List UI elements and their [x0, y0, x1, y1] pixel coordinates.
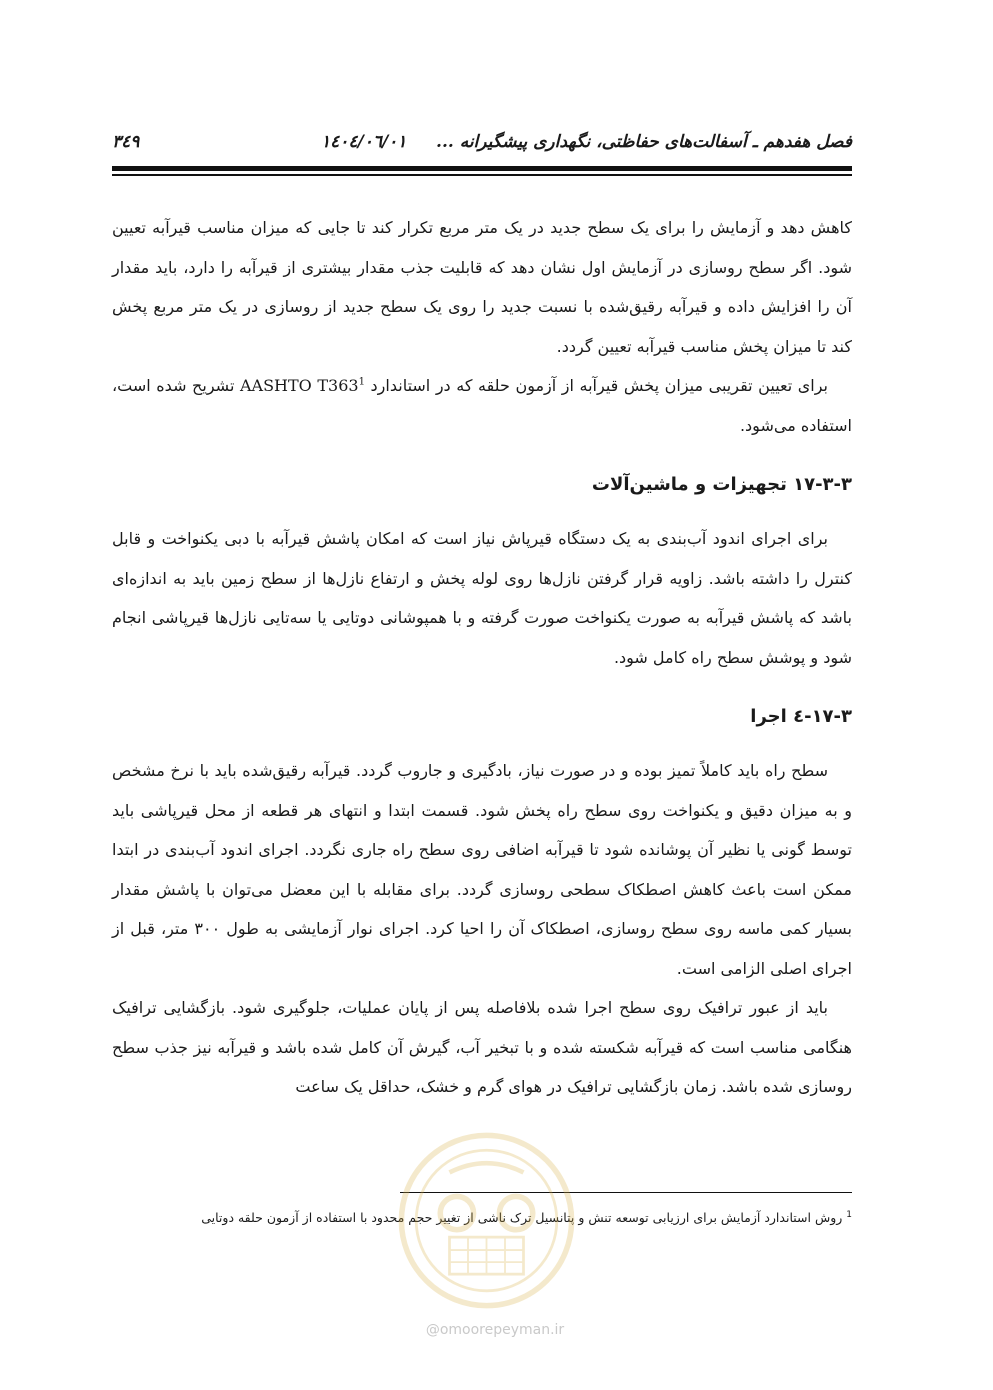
header-date: ١٤٠٤/٠٦/٠١ [320, 132, 407, 152]
page-number: ٣٤٩ [112, 132, 140, 152]
paragraph-3: برای اجرای اندود آب‌بندی به یک دستگاه قیرپاش نیاز است که امکان پاشش قیرآبه با دبی یکنواخت و قابل کنترل را داشته باشد. زاویه قرار گرفتن نازل‌ها روی لوله پخش و ارتفاع نازل‌ها از سطح زمین باید به اندازه‌ای باشد که پاشش قیرآبه به صورت یکنواخت صورت گرفته و با همپوشانی دوتایی یا سه‌تایی نازل‌ها قیرپاشی انجام شود و پوشش سطح راه کامل شود. [112, 529, 852, 667]
chapter-title-text: فصل هفدهم ـ آسفالت‌های حفاظتی، نگهداری پیشگیرانه ... [436, 132, 852, 152]
footnote-text: روش استاندارد آزمایش برای ارزیابی توسعه تنش و پتانسیل ترک ناشی از تغییر حجم محدود با استفاده از آزمون حلقه دوتایی [201, 1210, 843, 1225]
paragraph-4: سطح راه باید کاملاً تمیز بوده و در صورت نیاز، بادگیری و جاروب گردد. قیرآبه رقیق‌شده باید با نرخ مشخص و به میزان دقیق و یکنواخت روی سطح راه پخش شود. قسمت ابتدا و انتهای هر قطعه از محل قیرپاشی باید توسط گونی یا نظیر آن پوشانده شود تا قیرآبه اضافی روی سطح راه جاری نگردد. اجرای اندود آب‌بندی در ابتدا ممکن است باعث کاهش اصطکاک سطحی روسازی گردد. برای مقابله با این معضل می‌توان با پاشش مقدار بسیار کمی ماسه روی سطح روسازی، اصطکاک آن را احیا کرد. اجرای نوار آزمایشی به طول ۳۰۰ متر، قبل از اجرای اصلی الزامی است. [112, 761, 852, 978]
footnote-ref[interactable]: 1 [358, 376, 365, 388]
paragraph-5: باید از عبور ترافیک روی سطح اجرا شده بلافاصله پس از پایان عملیات، جلوگیری شود. بازگشایی ترافیک هنگامی مناسب است که قیرآبه شکسته شده و با تبخیر آب، گیرش آن کامل شده باشد و قیرآبه نیز جذب سطح روسازی شده باشد. زمان بازگشایی ترافیک در هوای گرم و خشک، حداقل یک ساعت [112, 998, 852, 1096]
paragraph-1: کاهش دهد و آزمایش را برای یک سطح جدید در یک متر مربع تکرار کند تا جایی که میزان مناسب قیرآبه تعیین شود. اگر سطح روسازی در آزمایش اول نشان دهد که قابلیت جذب مقدار بیشتری از قیرآبه را دارد، باید مقدار آن را افزایش داده و قیرآبه رقیق‌شده با نسبت جدید را روی یک سطح جدید از روسازی در یک متر مربع پخش کند تا میزان پخش مناسب قیرآبه تعیین گردد. [112, 218, 852, 356]
standard-name [240, 376, 365, 395]
body-text [112, 208, 852, 1107]
header-rule-thick [112, 166, 852, 171]
footnote-number: 1 [846, 1209, 852, 1220]
running-header [112, 122, 852, 162]
paragraph-2-before: برای تعیین تقریبی میزان پخش قیرآبه از آزمون حلقه که در استاندارد [370, 376, 829, 395]
header-rule-thin [112, 174, 852, 176]
standard-code: AASHTO T363 [239, 376, 359, 395]
section-heading-execution: ۱۷-۳-٤ اجرا [750, 706, 852, 727]
paragraph-2 [112, 366, 852, 445]
chapter-title [321, 132, 852, 152]
section-heading-equipment: ۱۷-۳-۳ تجهیزات و ماشین‌آلات [591, 474, 852, 495]
watermark-text: @omoorepeyman.ir [425, 1322, 565, 1338]
paragraph-2-after: تشریح شده است، استفاده می‌شود. [112, 376, 852, 435]
seal-logo-icon [394, 1128, 579, 1313]
